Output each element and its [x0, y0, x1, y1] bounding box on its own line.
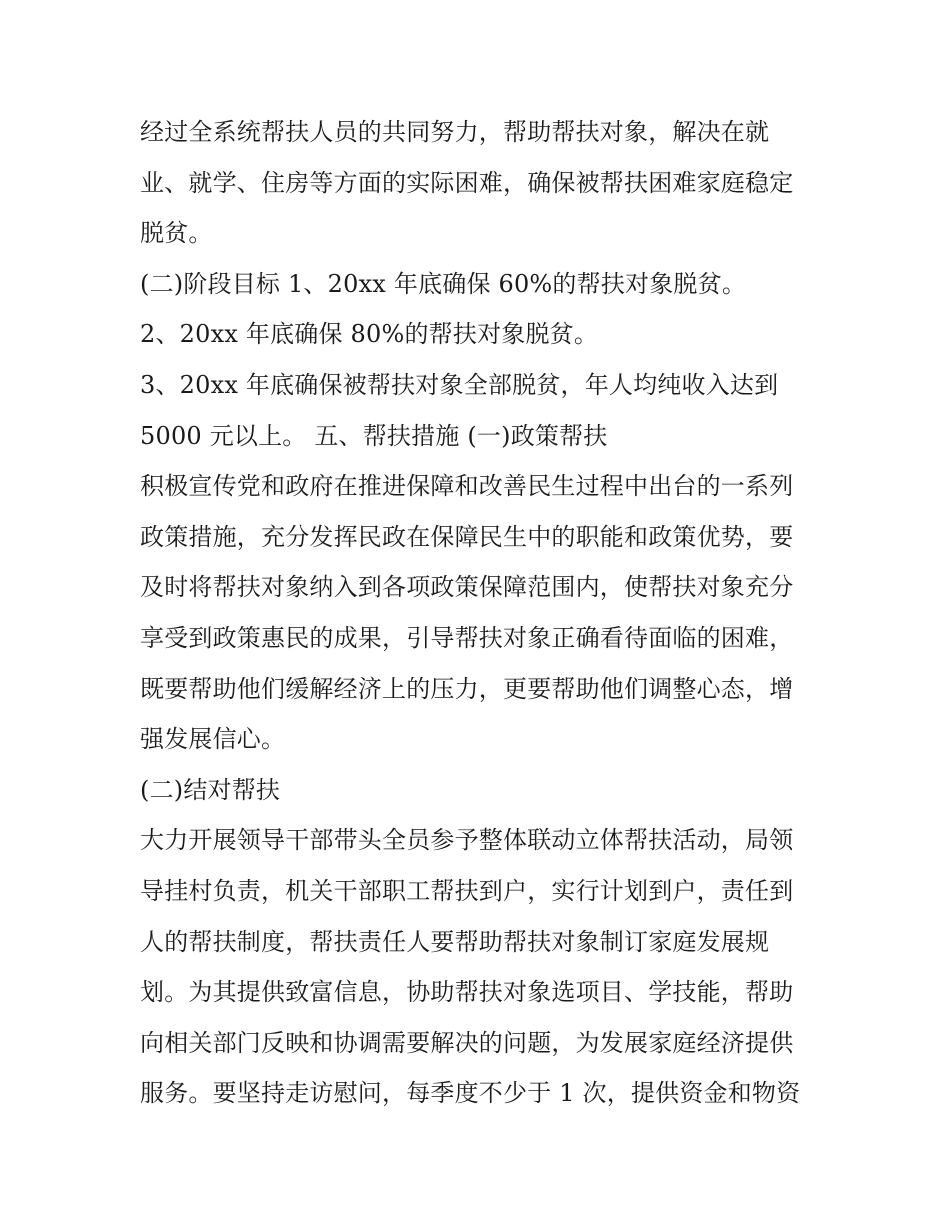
text-line: 2、20xx 年底确保 80%的帮扶对象脱贫。 [140, 320, 599, 349]
text-line: 服务。要坚持走访慰问，每季度不少于 1 次，提供资金和物资 [140, 1079, 801, 1108]
text-line: 3、20xx 年底确保被帮扶对象全部脱贫，年人均纯收入达到 [140, 370, 779, 399]
text-line: 强发展信心。 [140, 725, 286, 754]
text-line: 导挂村负责，机关干部职工帮扶到户，实行计划到户，责任到 [140, 876, 794, 905]
text-line: 经过全系统帮扶人员的共同努力，帮助帮扶对象，解决在就 [140, 118, 770, 146]
text-line: 享受到政策惠民的成果，引导帮扶对象正确看待面临的困难， [140, 623, 794, 652]
text-line: 既要帮助他们缓解经济上的压力，更要帮助他们调整心态，增 [140, 674, 794, 703]
text-line: 积极宣传党和政府在推进保障和改善民生过程中出台的一系列 [140, 472, 794, 501]
section-heading-stage-goals: (二)阶段目标 1、20xx 年底确保 60%的帮扶对象脱贫。 [140, 269, 747, 298]
text-line: 业、就学、住房等方面的实际困难，确保被帮扶困难家庭稳定 [140, 168, 794, 197]
text-line: 脱贫。 [140, 219, 213, 248]
section-heading-pairing: (二)结对帮扶 [140, 775, 281, 804]
text-line: 政策措施，充分发挥民政在保障民生中的职能和政策优势，要 [140, 522, 794, 551]
section-heading-measures: 5000 元以上。 五、帮扶措施 (一)政策帮扶 [140, 421, 608, 450]
text-line: 及时将帮扶对象纳入到各项政策保障范围内，使帮扶对象充分 [140, 573, 794, 602]
document-body [140, 107, 820, 1119]
text-line: 人的帮扶制度，帮扶责任人要帮助帮扶对象制订家庭发展规 [140, 927, 770, 956]
text-line: 划。为其提供致富信息，协助帮扶对象选项目、学技能，帮助 [140, 978, 794, 1007]
text-line: 向相关部门反映和协调需要解决的问题，为发展家庭经济提供 [140, 1028, 794, 1057]
text-line: 大力开展领导干部带头全员参予整体联动立体帮扶活动，局领 [140, 826, 794, 855]
